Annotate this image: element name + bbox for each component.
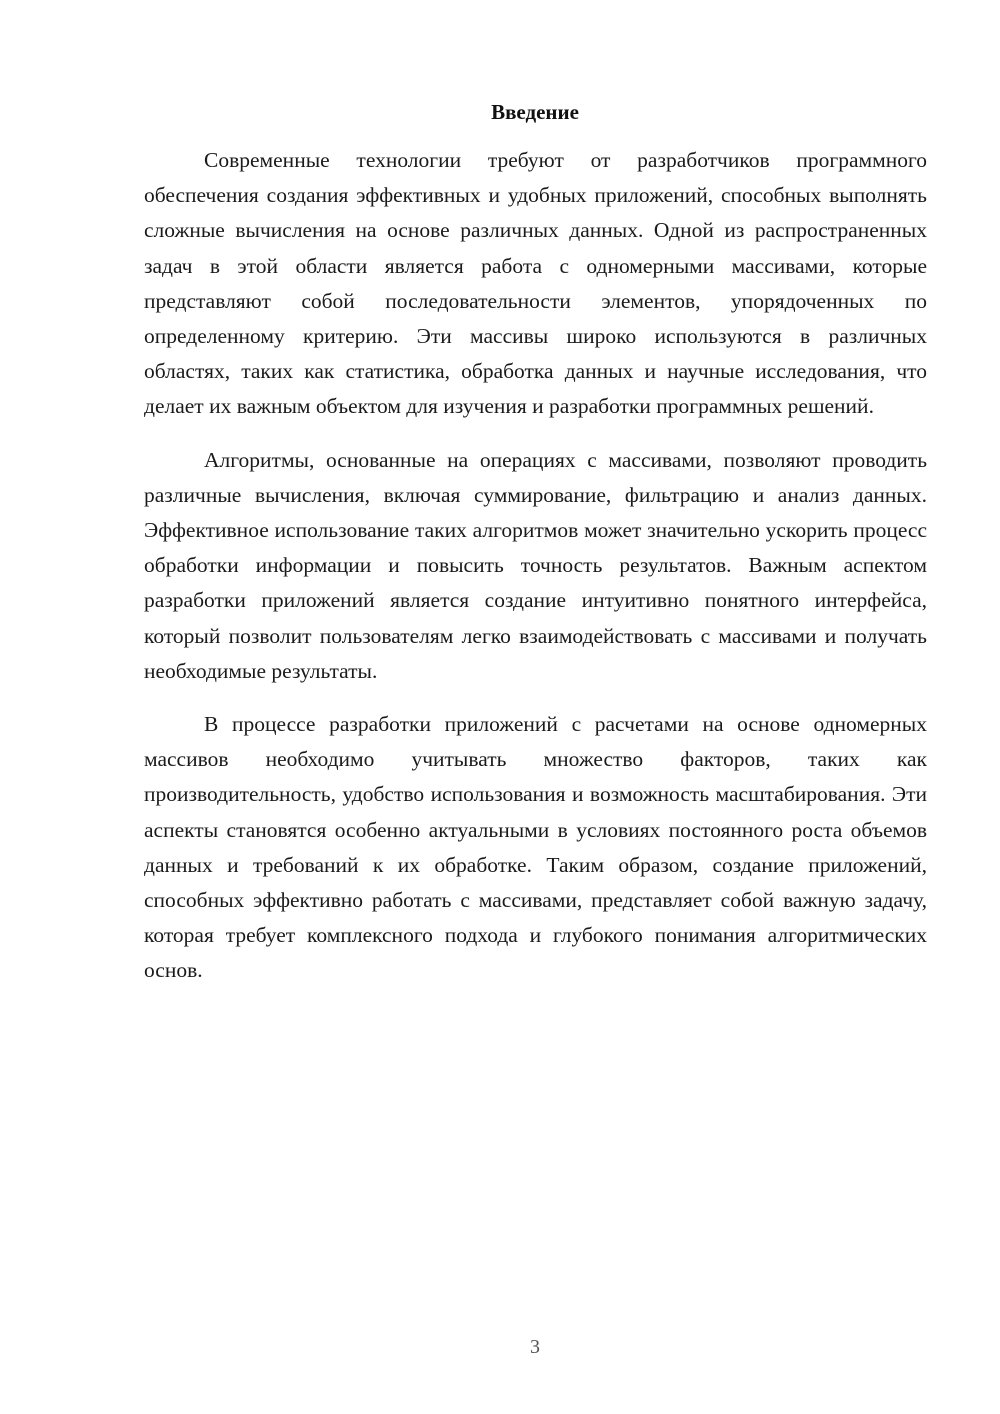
paragraph-2: Алгоритмы, основанные на операциях с массивами, позволяют проводить различные вычисления, включая суммирование, фильтрацию и анализ данных. Эффективное использование таких алгоритмов может значительно ускорить процесс обработки информации и повысить точность результатов. Важным аспектом разработки приложений является создание интуитивно понятного интерфейса, который позволит пользователям легко взаимодействовать с массивами и получать необходимые результаты. xyxy=(144,447,927,683)
paragraph-3: В процессе разработки приложений с расчетами на основе одномерных массивов необходимо учитывать множество факторов, таких как производительность, удобство использования и возможность масштабирования. Эти аспекты становятся особенно актуальными в условиях постоянного роста объемов данных и требований к их обработке. Таким образом, создание приложений, способных эффективно работать с массивами, представляет собой важную задачу, которая требует комплексного подхода и глубокого понимания алгоритмических основ. xyxy=(144,712,927,983)
section-heading: Введение xyxy=(491,100,579,124)
paragraph-1: Современные технологии требуют от разработчиков программного обеспечения создания эффективных и удобных приложений, способных выполнять сложные вычисления на основе различных данных. Одной из распространенных задач в этой области является работа с одномерными массивами, которые представляют собой последовательности элементов, упорядоченных по определенному критерию. Эти массивы широко используются в различных областях, таких как статистика, обработка данных и научные исследования, что делает их важным объектом для изучения и разработки программных решений. xyxy=(144,148,927,419)
body-text xyxy=(144,143,927,989)
page-number: 3 xyxy=(530,1336,540,1358)
